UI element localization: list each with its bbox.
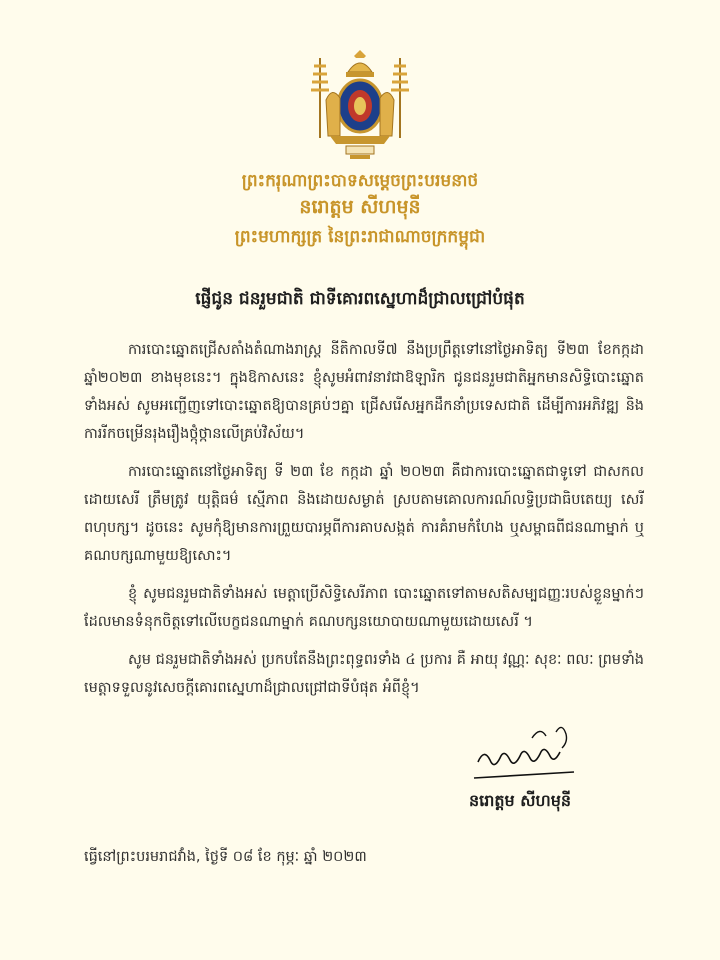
letter-salutation: ផ្ញើជូន ជនរួមជាតិ ជាទីគោរពស្នេហាដ៏ជ្រាលជ្រៅបំផុត [195,289,525,309]
paragraph-1: ការបោះឆ្នោតជ្រើសតាំងតំណាងរាស្ត្រ នីតិកាលទី៧ នឹងប្រព្រឹត្តទៅនៅថ្ងៃអាទិត្យ ទី២៣ ខែកក្កដា ឆ្នាំ២០២៣ ខាងមុខនេះ។ ក្នុងឱកាសនេះ ខ្ញុំសូមអំពាវនាវជាឱឡារិក ជូនជនរួមជាតិអ្នកមានសិទ្ធិបោះឆ្នោតទាំងអស់ សូមអញ្ជើញទៅបោះឆ្នោតឱ្យបានគ្រប់ៗគ្នា ជ្រើសរើសអ្នកដឹកនាំប្រទេសជាតិ ដើម្បីការអភិវឌ្ឍ និងការរីកចម្រើនរុងរឿងថ្កុំថ្កានលើគ្រប់វិស័យ។ [84,342,644,442]
paragraph-2: ការបោះឆ្នោតនៅថ្ងៃអាទិត្យ ទី ២៣ ខែ កក្កដា ឆ្នាំ ២០២៣ គឺជាការបោះឆ្នោតជាទូទៅ ជាសកល ដោយសេរី ត្រឹមត្រូវ យុត្តិធម៌ ស្មើភាព និងដោយសម្ងាត់ ស្របតាមគោលការណ៍លទ្ធិប្រជាធិបតេយ្យ សេរី ពហុបក្ស។ ដូចនេះ សូមកុំឱ្យមានការព្រួយបារម្ភពីការគាបសង្កត់ ការគំរាមកំហែង ឬសម្ពាធពីជនណាម្នាក់ ឬគណបក្សណាមួយឱ្យសោះ។ [84,464,644,564]
king-name: នរោត្តម សីហមុនី [299,196,421,218]
paragraph-4: សូម ជនរួមជាតិទាំងអស់ ប្រកបតែនឹងព្រះពុទ្ធពរទាំង ៤ ប្រការ គឺ អាយុ វណ្ណៈ សុខៈ ពលៈ ព្រមទាំងមេត្តាទទួលនូវសេចក្តីគោរពស្នេហាដ៏ជ្រាលជ្រៅជាទីបំផុត អំពីខ្ញុំ។ [84,652,644,696]
letter-body [84,336,644,712]
royal-coat-of-arms-emblem [310,50,410,162]
handwritten-signature [470,718,580,788]
signer-name: នរោត្តម សីហមុនី [468,791,572,810]
paragraph-3: ខ្ញុំ សូមជនរួមជាតិទាំងអស់ មេត្តាប្រើសិទ្ធិសេរីភាព បោះឆ្នោតទៅតាមសតិសម្បជញ្ញៈរបស់ខ្លួនម្នាក់ៗ ដែលមានទំនុកចិត្តទៅលើបេក្ខជនណាម្នាក់ គណបក្សនយោបាយណាមួយដោយសេរី ។ [84,586,644,630]
king-office-title: ព្រះមហាក្សត្រ នៃព្រះរាជាណាចក្រកម្ពុជា [234,227,486,247]
royal-title-line: ព្រះករុណាព្រះបាទសម្តេចព្រះបរមនាថ [241,171,479,191]
date-place-line: ធ្វើនៅព្រះបរមរាជវាំង, ថ្ងៃទី ០៨ ខែ កុម្ភៈ ឆ្នាំ ២០២៣ [84,849,367,865]
